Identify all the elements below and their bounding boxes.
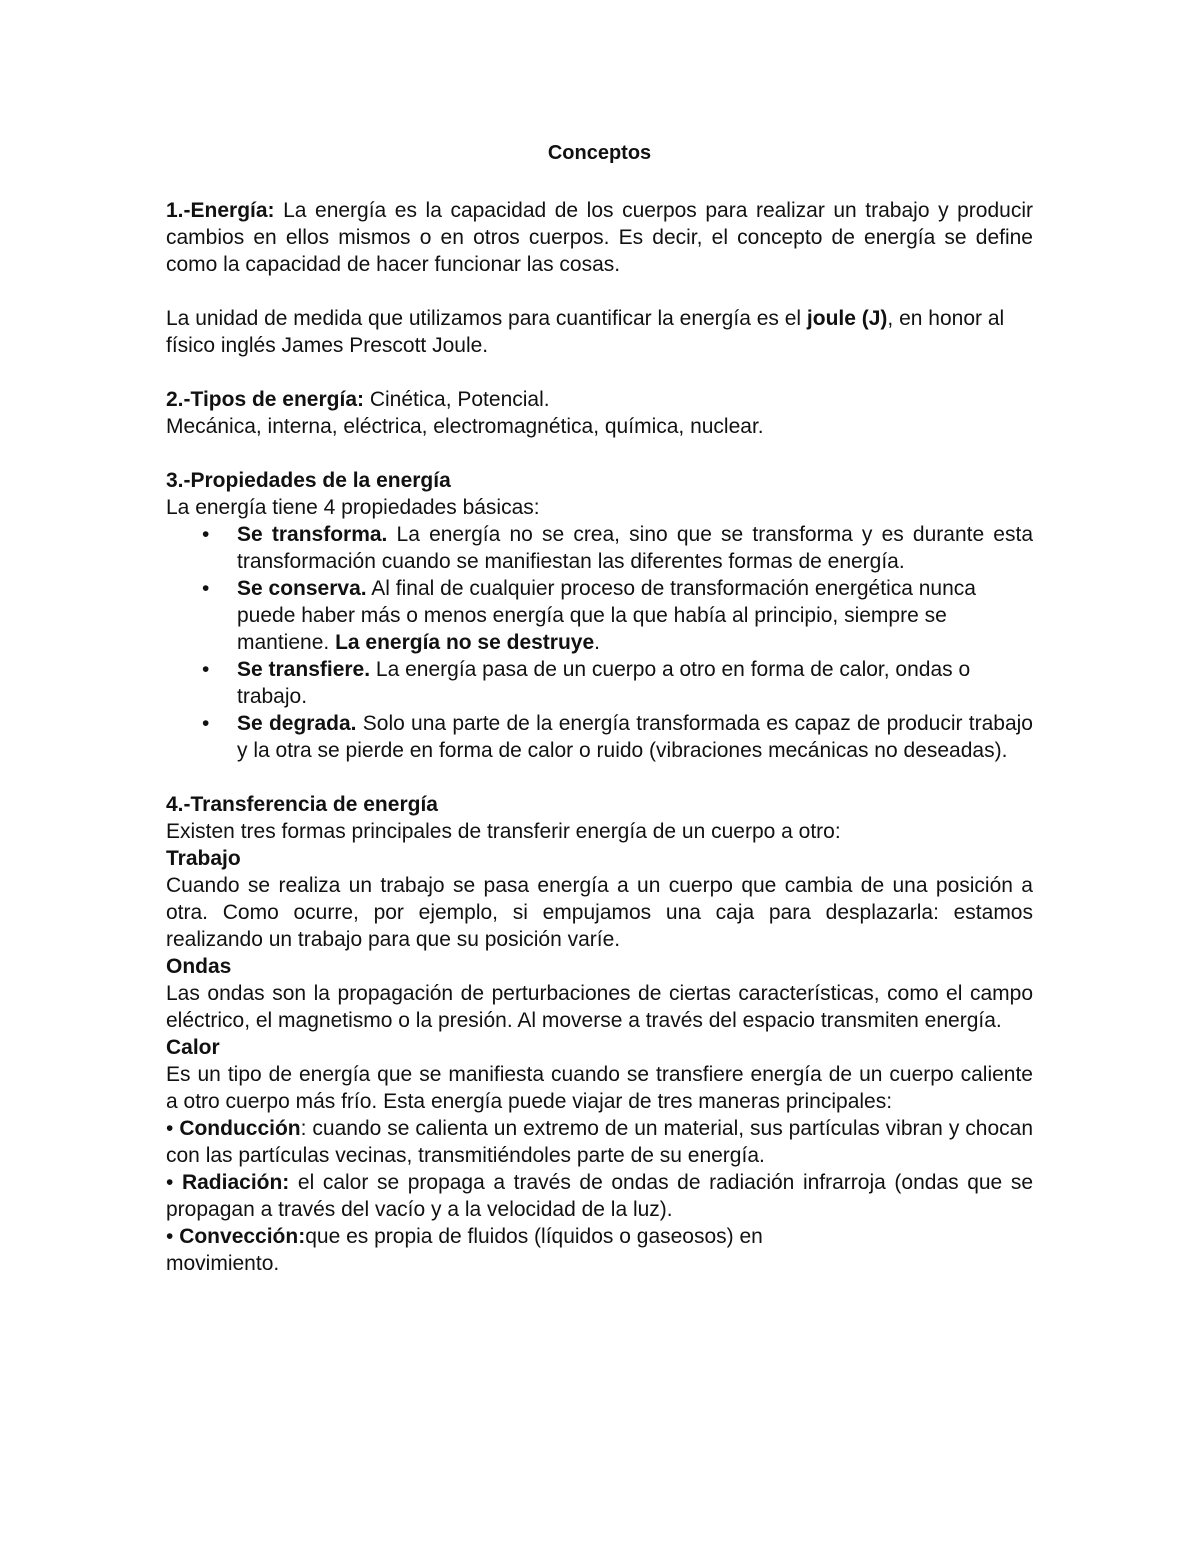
bullet-icon: • [202,712,210,735]
list-item [166,656,1033,710]
tipos-line2: Mecánica, interna, eléctrica, electromagnética, química, nuclear. [166,415,764,438]
ondas-paragraph: Las ondas son la propagación de perturbaciones de ciertas características, como el campo eléctrico, el magnetismo o la presión. Al moverse a través del espacio transmiten energía. [166,982,1033,1032]
conveccion-line2: movimiento. [166,1252,280,1275]
bullet-title: Se degrada. [237,712,357,735]
bullet-text: Al final de cualquier proceso de transformación energética nunca puede haber más o menos energía que la que había al principio, siempre se mantiene. [237,577,976,654]
ondas-heading: Ondas [166,955,232,978]
joule-post: , en honor al físico inglés James Prescott Joule. [166,307,1005,357]
bullet-title: Se transfiere. [237,658,371,681]
bullet-text: Solo una parte de la energía transformada es capaz de producir trabajo y la otra se pierde en forma de calor o ruido (vibraciones mecánicas no deseadas). [237,712,1033,762]
propiedades-heading: 3.-Propiedades de la energía [166,469,451,492]
energia-paragraph [166,197,1033,278]
calor-paragraph: Es un tipo de energía que se manifiesta cuando se transfiere energía de un cuerpo caliente a otro cuerpo más frío. Esta energía puede viajar de tres maneras principales: [166,1063,1033,1113]
conveccion-item [166,1223,1033,1250]
conduccion-text: : cuando se calienta un extremo de un material, sus partículas vibran y chocan con las partículas vecinas, transmitiéndoles parte de su energía. [166,1117,1033,1167]
radiacion-text: el calor se propaga a través de ondas de radiación infrarroja (ondas que se propagan a través del vacío y a la velocidad de la luz). [166,1171,1033,1221]
bullet-text-end: . [594,631,601,654]
trabajo-paragraph: Cuando se realiza un trabajo se pasa energía a un cuerpo que cambia de una posición a otra. Como ocurre, por ejemplo, si empujamos una caja para desplazarla: estamos realizando un trabajo para que su posición varíe. [166,874,1033,951]
bullet-icon: • [166,1117,180,1140]
joule-paragraph [166,305,1033,359]
list-item [166,575,1033,656]
conduccion-label: Conducción [179,1117,301,1140]
radiacion-label: Radiación: [181,1171,290,1194]
tipos-text: Cinética, Potencial. [364,388,550,411]
page-title: Conceptos [547,142,652,164]
radiacion-item [166,1169,1033,1223]
document-body [166,140,1033,1277]
propiedades-list [166,521,1033,764]
energia-text: La energía es la capacidad de los cuerpos para realizar un trabajo y producir cambios en ellos mismos o en otros cuerpos. Es decir, el concepto de energía se define como la capacidad de hacer funcionar las cosas. [166,199,1033,276]
list-item [166,710,1033,764]
transferencia-intro: Existen tres formas principales de transferir energía de un cuerpo a otro: [166,820,841,843]
list-item [166,521,1033,575]
bullet-text: La energía no se crea, sino que se transforma y es durante esta transformación cuando se manifiestan las diferentes formas de energía. [237,523,1033,573]
bullet-icon: • [202,523,210,546]
bullet-icon: • [202,577,210,600]
transferencia-heading: 4.-Transferencia de energía [166,793,438,816]
bullet-icon: • [202,658,210,681]
bullet-icon: • [166,1171,182,1194]
bullet-emphasis: La energía no se destruye [335,631,595,654]
bullet-title: Se transforma. [237,523,388,546]
bullet-icon: • [166,1225,180,1248]
conduccion-item [166,1115,1033,1169]
joule-pre: La unidad de medida que utilizamos para cuantificar la energía es el [166,307,807,330]
bullet-title: Se conserva. [237,577,367,600]
conveccion-label: Convección: [179,1225,306,1248]
tipos-label: 2.-Tipos de energía: [166,388,364,411]
energia-label: 1.-Energía: [166,199,275,222]
trabajo-heading: Trabajo [166,847,241,870]
propiedades-intro: La energía tiene 4 propiedades básicas: [166,496,540,519]
bullet-text: La energía pasa de un cuerpo a otro en forma de calor, ondas o trabajo. [237,658,971,708]
calor-heading: Calor [166,1036,220,1059]
joule-unit: joule (J) [806,307,888,330]
tipos-paragraph [166,386,1033,413]
conveccion-text: que es propia de fluidos (líquidos o gaseosos) en [305,1225,763,1248]
